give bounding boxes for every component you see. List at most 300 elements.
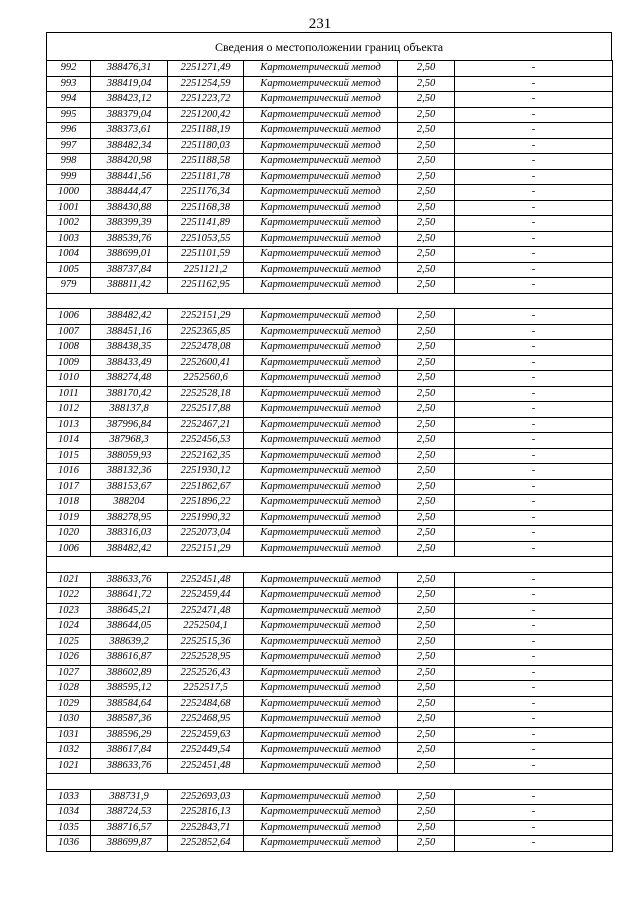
y-coordinate-cell: 2252456,53 — [168, 433, 244, 449]
y-coordinate-cell: 2252459,44 — [168, 588, 244, 604]
accuracy-cell: 2,50 — [398, 727, 455, 743]
accuracy-cell: 2,50 — [398, 712, 455, 728]
point-number-cell: 1021 — [47, 572, 91, 588]
table-row — [47, 324, 613, 340]
point-number-cell: 1001 — [47, 200, 91, 216]
table-row — [47, 448, 613, 464]
method-cell: Картометрический метод — [244, 154, 398, 170]
y-coordinate-cell: 2252471,48 — [168, 603, 244, 619]
description-cell: - — [455, 541, 613, 557]
x-coordinate-cell: 388482,42 — [91, 309, 168, 325]
accuracy-cell: 2,50 — [398, 588, 455, 604]
accuracy-cell: 2,50 — [398, 76, 455, 92]
description-cell: - — [455, 572, 613, 588]
y-coordinate-cell: 2252467,21 — [168, 417, 244, 433]
description-cell: - — [455, 340, 613, 356]
point-number-cell: 1006 — [47, 309, 91, 325]
description-cell: - — [455, 61, 613, 77]
x-coordinate-cell: 388737,84 — [91, 262, 168, 278]
block-separator-cell — [47, 557, 613, 573]
description-cell: - — [455, 805, 613, 821]
x-coordinate-cell: 388731,9 — [91, 789, 168, 805]
table-row — [47, 495, 613, 511]
table-row — [47, 278, 613, 294]
x-coordinate-cell: 388204 — [91, 495, 168, 511]
description-cell: - — [455, 836, 613, 852]
method-cell: Картометрический метод — [244, 743, 398, 759]
point-number-cell: 1027 — [47, 665, 91, 681]
description-cell: - — [455, 743, 613, 759]
description-cell: - — [455, 402, 613, 418]
x-coordinate-cell: 388430,88 — [91, 200, 168, 216]
point-number-cell: 998 — [47, 154, 91, 170]
point-number-cell: 1026 — [47, 650, 91, 666]
method-cell: Картометрический метод — [244, 76, 398, 92]
x-coordinate-cell: 388633,76 — [91, 758, 168, 774]
method-cell: Картометрический метод — [244, 216, 398, 232]
description-cell: - — [455, 727, 613, 743]
table-row — [47, 92, 613, 108]
y-coordinate-cell: 2251053,55 — [168, 231, 244, 247]
table-row — [47, 789, 613, 805]
accuracy-cell: 2,50 — [398, 526, 455, 542]
x-coordinate-cell: 388420,98 — [91, 154, 168, 170]
method-cell: Картометрический метод — [244, 789, 398, 805]
table-row — [47, 433, 613, 449]
description-cell: - — [455, 681, 613, 697]
point-number-cell: 1019 — [47, 510, 91, 526]
y-coordinate-cell: 2251896,22 — [168, 495, 244, 511]
table-row — [47, 727, 613, 743]
x-coordinate-cell: 388476,31 — [91, 61, 168, 77]
block-separator-row — [47, 557, 613, 573]
method-cell: Картометрический метод — [244, 247, 398, 263]
accuracy-cell: 2,50 — [398, 169, 455, 185]
x-coordinate-cell: 388699,87 — [91, 836, 168, 852]
accuracy-cell: 2,50 — [398, 247, 455, 263]
point-number-cell: 1017 — [47, 479, 91, 495]
y-coordinate-cell: 2252560,6 — [168, 371, 244, 387]
method-cell: Картометрический метод — [244, 185, 398, 201]
method-cell: Картометрический метод — [244, 309, 398, 325]
accuracy-cell: 2,50 — [398, 448, 455, 464]
method-cell: Картометрический метод — [244, 402, 398, 418]
accuracy-cell: 2,50 — [398, 743, 455, 759]
x-coordinate-cell: 387968,3 — [91, 433, 168, 449]
table-row — [47, 634, 613, 650]
description-cell: - — [455, 107, 613, 123]
point-number-cell: 997 — [47, 138, 91, 154]
method-cell: Картометрический метод — [244, 510, 398, 526]
y-coordinate-cell: 2252151,29 — [168, 309, 244, 325]
point-number-cell: 1000 — [47, 185, 91, 201]
accuracy-cell: 2,50 — [398, 231, 455, 247]
point-number-cell: 1009 — [47, 355, 91, 371]
point-number-cell: 1032 — [47, 743, 91, 759]
accuracy-cell: 2,50 — [398, 789, 455, 805]
y-coordinate-cell: 2251188,19 — [168, 123, 244, 139]
table-row — [47, 386, 613, 402]
description-cell: - — [455, 526, 613, 542]
x-coordinate-cell: 388539,76 — [91, 231, 168, 247]
table-row — [47, 696, 613, 712]
accuracy-cell: 2,50 — [398, 836, 455, 852]
table-row — [47, 526, 613, 542]
accuracy-cell: 2,50 — [398, 433, 455, 449]
method-cell: Картометрический метод — [244, 758, 398, 774]
method-cell: Картометрический метод — [244, 650, 398, 666]
point-number-cell: 1034 — [47, 805, 91, 821]
method-cell: Картометрический метод — [244, 355, 398, 371]
y-coordinate-cell: 2251254,59 — [168, 76, 244, 92]
table-row — [47, 619, 613, 635]
accuracy-cell: 2,50 — [398, 820, 455, 836]
accuracy-cell: 2,50 — [398, 758, 455, 774]
method-cell: Картометрический метод — [244, 169, 398, 185]
table-row — [47, 603, 613, 619]
y-coordinate-cell: 2252517,88 — [168, 402, 244, 418]
description-cell: - — [455, 216, 613, 232]
table-row — [47, 262, 613, 278]
x-coordinate-cell: 388444,47 — [91, 185, 168, 201]
y-coordinate-cell: 2252517,5 — [168, 681, 244, 697]
accuracy-cell: 2,50 — [398, 681, 455, 697]
y-coordinate-cell: 2252459,63 — [168, 727, 244, 743]
description-cell: - — [455, 371, 613, 387]
method-cell: Картометрический метод — [244, 340, 398, 356]
y-coordinate-cell: 2252852,64 — [168, 836, 244, 852]
point-number-cell: 1025 — [47, 634, 91, 650]
accuracy-cell: 2,50 — [398, 340, 455, 356]
table-row — [47, 185, 613, 201]
method-cell: Картометрический метод — [244, 541, 398, 557]
y-coordinate-cell: 2251223,72 — [168, 92, 244, 108]
accuracy-cell: 2,50 — [398, 138, 455, 154]
point-number-cell: 996 — [47, 123, 91, 139]
method-cell: Картометрический метод — [244, 448, 398, 464]
accuracy-cell: 2,50 — [398, 603, 455, 619]
accuracy-cell: 2,50 — [398, 185, 455, 201]
y-coordinate-cell: 2252073,04 — [168, 526, 244, 542]
coordinates-table-body — [47, 61, 613, 852]
table-row — [47, 820, 613, 836]
accuracy-cell: 2,50 — [398, 541, 455, 557]
table-row — [47, 681, 613, 697]
point-number-cell: 992 — [47, 61, 91, 77]
description-cell: - — [455, 479, 613, 495]
point-number-cell: 1016 — [47, 464, 91, 480]
description-cell: - — [455, 76, 613, 92]
description-cell: - — [455, 603, 613, 619]
point-number-cell: 1030 — [47, 712, 91, 728]
description-cell: - — [455, 386, 613, 402]
x-coordinate-cell: 388699,01 — [91, 247, 168, 263]
table-row — [47, 216, 613, 232]
x-coordinate-cell: 388451,16 — [91, 324, 168, 340]
point-number-cell: 1020 — [47, 526, 91, 542]
point-number-cell: 1014 — [47, 433, 91, 449]
table-row — [47, 169, 613, 185]
coordinates-table — [46, 60, 613, 852]
point-number-cell: 1010 — [47, 371, 91, 387]
accuracy-cell: 2,50 — [398, 650, 455, 666]
point-number-cell: 1013 — [47, 417, 91, 433]
method-cell: Картометрический метод — [244, 526, 398, 542]
y-coordinate-cell: 2252468,95 — [168, 712, 244, 728]
point-number-cell: 1023 — [47, 603, 91, 619]
y-coordinate-cell: 2252843,71 — [168, 820, 244, 836]
point-number-cell: 1005 — [47, 262, 91, 278]
y-coordinate-cell: 2251188,58 — [168, 154, 244, 170]
x-coordinate-cell: 388316,03 — [91, 526, 168, 542]
point-number-cell: 1003 — [47, 231, 91, 247]
description-cell: - — [455, 665, 613, 681]
point-number-cell: 1021 — [47, 758, 91, 774]
method-cell: Картометрический метод — [244, 324, 398, 340]
accuracy-cell: 2,50 — [398, 262, 455, 278]
y-coordinate-cell: 2252528,18 — [168, 386, 244, 402]
table-title: Сведения о местоположении границ объекта — [46, 32, 612, 61]
y-coordinate-cell: 2252151,29 — [168, 541, 244, 557]
table-row — [47, 309, 613, 325]
x-coordinate-cell: 388596,29 — [91, 727, 168, 743]
description-cell: - — [455, 123, 613, 139]
description-cell: - — [455, 324, 613, 340]
page-number: 231 — [308, 16, 332, 32]
description-cell: - — [455, 464, 613, 480]
y-coordinate-cell: 2252162,35 — [168, 448, 244, 464]
method-cell: Картометрический метод — [244, 681, 398, 697]
x-coordinate-cell: 388584,64 — [91, 696, 168, 712]
y-coordinate-cell: 2252600,41 — [168, 355, 244, 371]
accuracy-cell: 2,50 — [398, 61, 455, 77]
accuracy-cell: 2,50 — [398, 309, 455, 325]
method-cell: Картометрический метод — [244, 138, 398, 154]
accuracy-cell: 2,50 — [398, 619, 455, 635]
y-coordinate-cell: 2252693,03 — [168, 789, 244, 805]
x-coordinate-cell: 388059,93 — [91, 448, 168, 464]
table-row — [47, 665, 613, 681]
y-coordinate-cell: 2251121,2 — [168, 262, 244, 278]
description-cell: - — [455, 650, 613, 666]
description-cell: - — [455, 634, 613, 650]
x-coordinate-cell: 388644,05 — [91, 619, 168, 635]
method-cell: Картометрический метод — [244, 433, 398, 449]
x-coordinate-cell: 388595,12 — [91, 681, 168, 697]
description-cell: - — [455, 231, 613, 247]
accuracy-cell: 2,50 — [398, 123, 455, 139]
table-row — [47, 247, 613, 263]
method-cell: Картометрический метод — [244, 92, 398, 108]
accuracy-cell: 2,50 — [398, 572, 455, 588]
accuracy-cell: 2,50 — [398, 324, 455, 340]
method-cell: Картометрический метод — [244, 231, 398, 247]
point-number-cell: 1024 — [47, 619, 91, 635]
block-separator-cell — [47, 293, 613, 309]
y-coordinate-cell: 2252451,48 — [168, 572, 244, 588]
method-cell: Картометрический метод — [244, 619, 398, 635]
point-number-cell: 1018 — [47, 495, 91, 511]
table-row — [47, 650, 613, 666]
accuracy-cell: 2,50 — [398, 696, 455, 712]
y-coordinate-cell: 2251862,67 — [168, 479, 244, 495]
accuracy-cell: 2,50 — [398, 386, 455, 402]
x-coordinate-cell: 388639,2 — [91, 634, 168, 650]
y-coordinate-cell: 2251930,12 — [168, 464, 244, 480]
method-cell: Картометрический метод — [244, 836, 398, 852]
method-cell: Картометрический метод — [244, 495, 398, 511]
description-cell: - — [455, 619, 613, 635]
accuracy-cell: 2,50 — [398, 278, 455, 294]
x-coordinate-cell: 388419,04 — [91, 76, 168, 92]
block-separator-row — [47, 293, 613, 309]
description-cell: - — [455, 789, 613, 805]
method-cell: Картометрический метод — [244, 200, 398, 216]
point-number-cell: 1036 — [47, 836, 91, 852]
table-row — [47, 107, 613, 123]
method-cell: Картометрический метод — [244, 572, 398, 588]
point-number-cell: 1022 — [47, 588, 91, 604]
table-row — [47, 340, 613, 356]
y-coordinate-cell: 2252504,1 — [168, 619, 244, 635]
method-cell: Картометрический метод — [244, 634, 398, 650]
x-coordinate-cell: 387996,84 — [91, 417, 168, 433]
x-coordinate-cell: 388132,36 — [91, 464, 168, 480]
x-coordinate-cell: 388587,36 — [91, 712, 168, 728]
x-coordinate-cell: 388641,72 — [91, 588, 168, 604]
table-row — [47, 371, 613, 387]
y-coordinate-cell: 2251141,89 — [168, 216, 244, 232]
table-row — [47, 836, 613, 852]
method-cell: Картометрический метод — [244, 696, 398, 712]
y-coordinate-cell: 2252526,43 — [168, 665, 244, 681]
accuracy-cell: 2,50 — [398, 371, 455, 387]
x-coordinate-cell: 388379,04 — [91, 107, 168, 123]
table-row — [47, 138, 613, 154]
table-row — [47, 541, 613, 557]
point-number-cell: 993 — [47, 76, 91, 92]
y-coordinate-cell: 2252365,85 — [168, 324, 244, 340]
point-number-cell: 979 — [47, 278, 91, 294]
x-coordinate-cell: 388278,95 — [91, 510, 168, 526]
y-coordinate-cell: 2251271,49 — [168, 61, 244, 77]
x-coordinate-cell: 388724,53 — [91, 805, 168, 821]
y-coordinate-cell: 2252816,13 — [168, 805, 244, 821]
method-cell: Картометрический метод — [244, 820, 398, 836]
description-cell: - — [455, 495, 613, 511]
table-row — [47, 231, 613, 247]
description-cell: - — [455, 92, 613, 108]
point-number-cell: 1015 — [47, 448, 91, 464]
point-number-cell: 1031 — [47, 727, 91, 743]
table-row — [47, 805, 613, 821]
accuracy-cell: 2,50 — [398, 634, 455, 650]
point-number-cell: 1011 — [47, 386, 91, 402]
description-cell: - — [455, 355, 613, 371]
y-coordinate-cell: 2251200,42 — [168, 107, 244, 123]
method-cell: Картометрический метод — [244, 371, 398, 387]
x-coordinate-cell: 388482,42 — [91, 541, 168, 557]
accuracy-cell: 2,50 — [398, 92, 455, 108]
method-cell: Картометрический метод — [244, 479, 398, 495]
x-coordinate-cell: 388633,76 — [91, 572, 168, 588]
description-cell: - — [455, 200, 613, 216]
point-number-cell: 1004 — [47, 247, 91, 263]
accuracy-cell: 2,50 — [398, 107, 455, 123]
accuracy-cell: 2,50 — [398, 154, 455, 170]
x-coordinate-cell: 388170,42 — [91, 386, 168, 402]
description-cell: - — [455, 138, 613, 154]
description-cell: - — [455, 448, 613, 464]
x-coordinate-cell: 388617,84 — [91, 743, 168, 759]
x-coordinate-cell: 388438,35 — [91, 340, 168, 356]
description-cell: - — [455, 154, 613, 170]
accuracy-cell: 2,50 — [398, 464, 455, 480]
table-row — [47, 200, 613, 216]
description-cell: - — [455, 278, 613, 294]
method-cell: Картометрический метод — [244, 61, 398, 77]
y-coordinate-cell: 2252449,54 — [168, 743, 244, 759]
description-cell: - — [455, 433, 613, 449]
table-row — [47, 402, 613, 418]
point-number-cell: 999 — [47, 169, 91, 185]
x-coordinate-cell: 388811,42 — [91, 278, 168, 294]
accuracy-cell: 2,50 — [398, 665, 455, 681]
table-row — [47, 355, 613, 371]
description-cell: - — [455, 247, 613, 263]
y-coordinate-cell: 2252484,68 — [168, 696, 244, 712]
accuracy-cell: 2,50 — [398, 479, 455, 495]
description-cell: - — [455, 712, 613, 728]
y-coordinate-cell: 2252478,08 — [168, 340, 244, 356]
description-cell: - — [455, 696, 613, 712]
x-coordinate-cell: 388441,56 — [91, 169, 168, 185]
point-number-cell: 1035 — [47, 820, 91, 836]
point-number-cell: 995 — [47, 107, 91, 123]
method-cell: Картометрический метод — [244, 588, 398, 604]
table-row — [47, 76, 613, 92]
y-coordinate-cell: 2251176,34 — [168, 185, 244, 201]
accuracy-cell: 2,50 — [398, 355, 455, 371]
x-coordinate-cell: 388645,21 — [91, 603, 168, 619]
point-number-cell: 1033 — [47, 789, 91, 805]
description-cell: - — [455, 588, 613, 604]
point-number-cell: 1029 — [47, 696, 91, 712]
table-row — [47, 743, 613, 759]
y-coordinate-cell: 2252515,36 — [168, 634, 244, 650]
method-cell: Картометрический метод — [244, 464, 398, 480]
method-cell: Картометрический метод — [244, 727, 398, 743]
table-row — [47, 479, 613, 495]
description-cell: - — [455, 185, 613, 201]
x-coordinate-cell: 388373,61 — [91, 123, 168, 139]
y-coordinate-cell: 2251180,03 — [168, 138, 244, 154]
method-cell: Картометрический метод — [244, 805, 398, 821]
method-cell: Картометрический метод — [244, 712, 398, 728]
table-row — [47, 417, 613, 433]
method-cell: Картометрический метод — [244, 123, 398, 139]
block-separator-cell — [47, 774, 613, 790]
table-row — [47, 572, 613, 588]
x-coordinate-cell: 388399,39 — [91, 216, 168, 232]
table-row — [47, 464, 613, 480]
block-separator-row — [47, 774, 613, 790]
point-number-cell: 1007 — [47, 324, 91, 340]
x-coordinate-cell: 388616,87 — [91, 650, 168, 666]
y-coordinate-cell: 2252451,48 — [168, 758, 244, 774]
table-row — [47, 123, 613, 139]
point-number-cell: 1028 — [47, 681, 91, 697]
